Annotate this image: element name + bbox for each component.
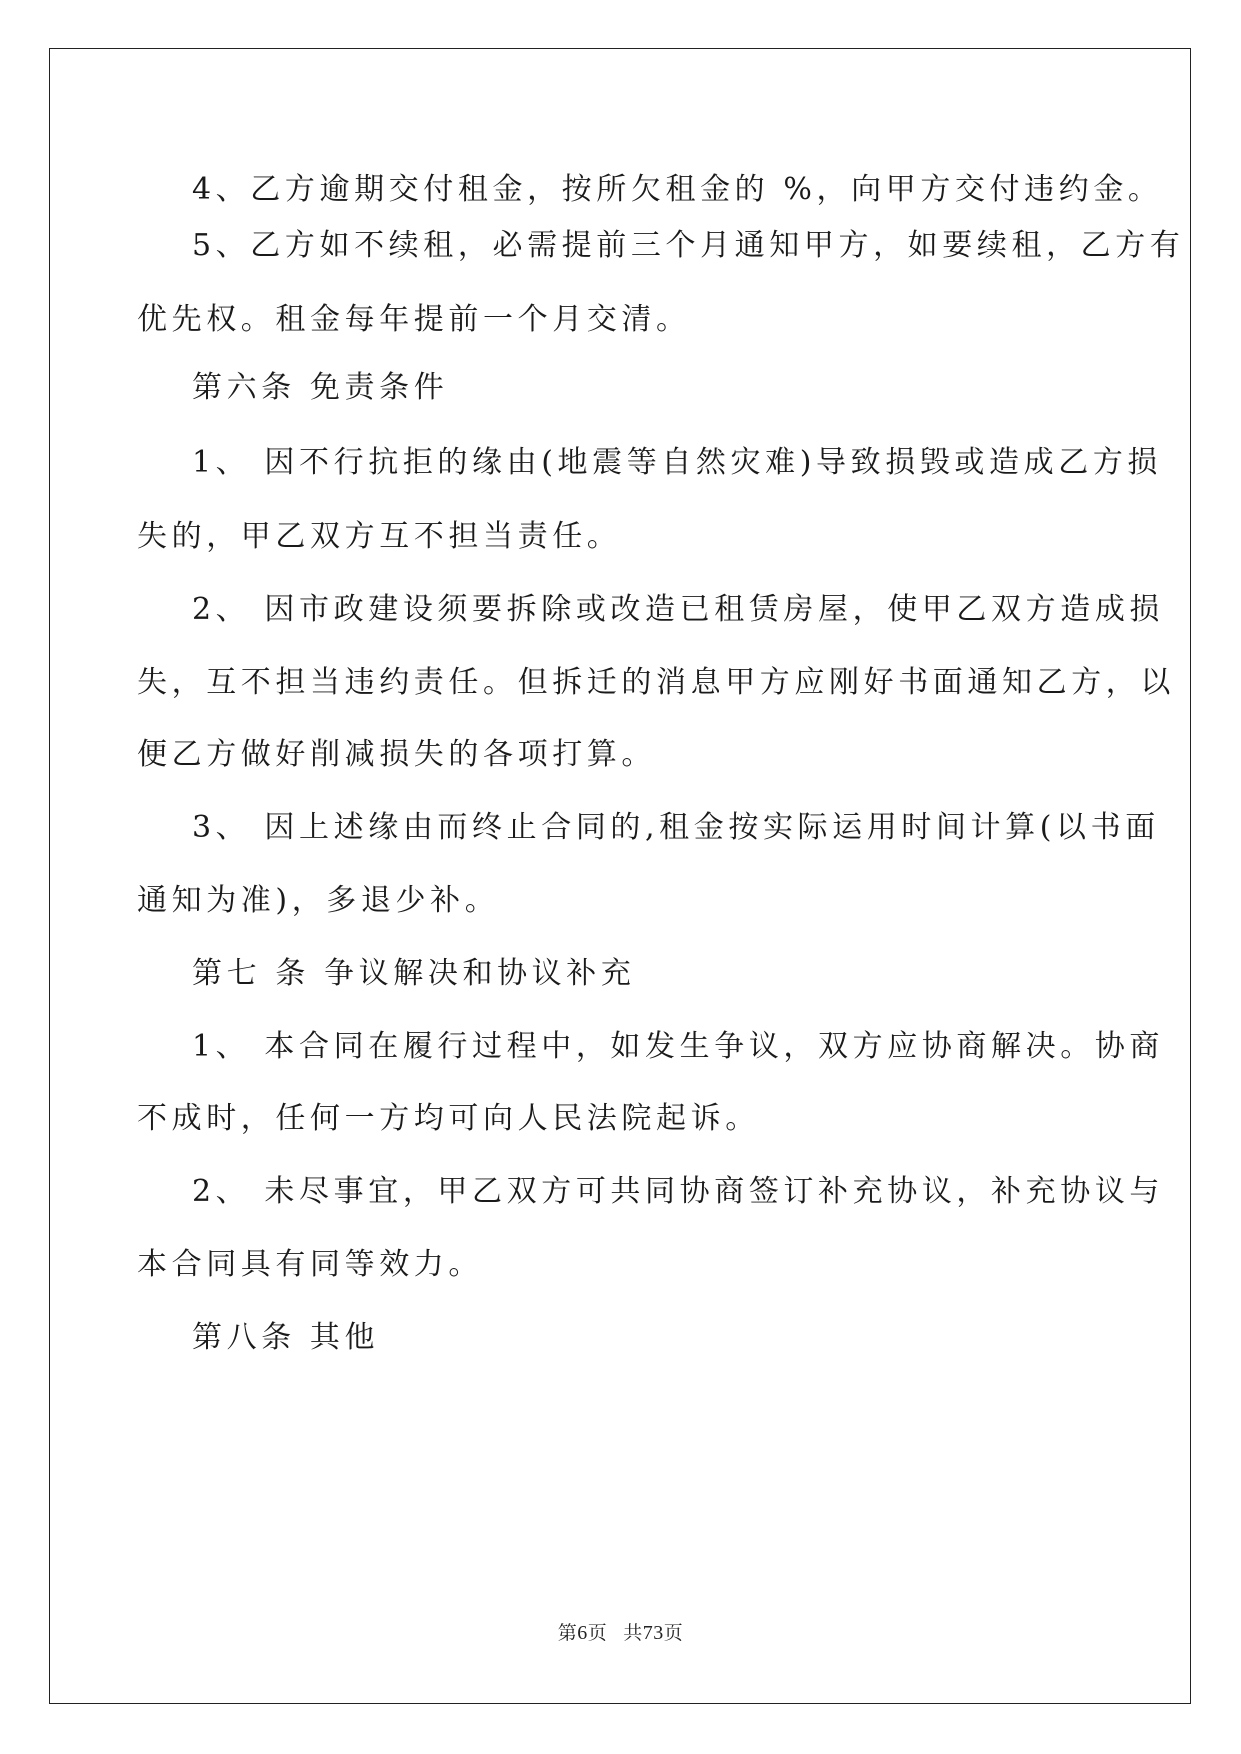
paragraph-line: 失的，甲乙双方互不担当责任。 [137,519,622,554]
paragraph-line: 不成时，任何一方均可向人民法院起诉。 [137,1101,760,1136]
page-footer [0,1618,1241,1645]
paragraph-line: 4、乙方逾期交付租金，按所欠租金的 %，向甲方交付违约金。 [192,172,1163,207]
paragraph-line: 失，互不担当违约责任。但拆迁的消息甲方应刚好书面通知乙方，以 [137,665,1175,700]
paragraph-line: 5、乙方如不续租，必需提前三个月通知甲方，如要续租，乙方有 [192,228,1185,263]
total-pages: 73 [642,1622,664,1644]
section-heading: 第八条 其他 [192,1320,380,1355]
section-heading: 第七 条 争议解决和协议补充 [192,956,636,991]
page-suffix: 页 [587,1622,608,1644]
paragraph-line: 通知为准)，多退少补。 [137,883,500,918]
page-number: 6 [577,1622,588,1644]
total-suffix: 页 [663,1622,684,1644]
paragraph-line: 2、 未尽事宜，甲乙双方可共同协商签订补充协议，补充协议与 [192,1174,1165,1209]
paragraph-line: 优先权。租金每年提前一个月交清。 [137,302,691,337]
paragraph-line: 1、 本合同在履行过程中，如发生争议，双方应协商解决。协商 [192,1029,1165,1064]
page-prefix: 第 [557,1622,578,1644]
paragraph-line: 3、 因上述缘由而终止合同的,租金按实际运用时间计算(以书面 [192,810,1160,845]
paragraph-line: 1、 因不行抗拒的缘由(地震等自然灾难)导致损毁或造成乙方损 [192,445,1163,480]
paragraph-line: 本合同具有同等效力。 [137,1247,483,1282]
paragraph-line: 2、 因市政建设须要拆除或改造已租赁房屋，使甲乙双方造成损 [192,592,1165,627]
section-heading: 第六条 免责条件 [192,370,449,405]
total-prefix: 共 [623,1622,643,1644]
page-border [49,48,1191,1704]
paragraph-line: 便乙方做好削减损失的各项打算。 [137,737,656,772]
